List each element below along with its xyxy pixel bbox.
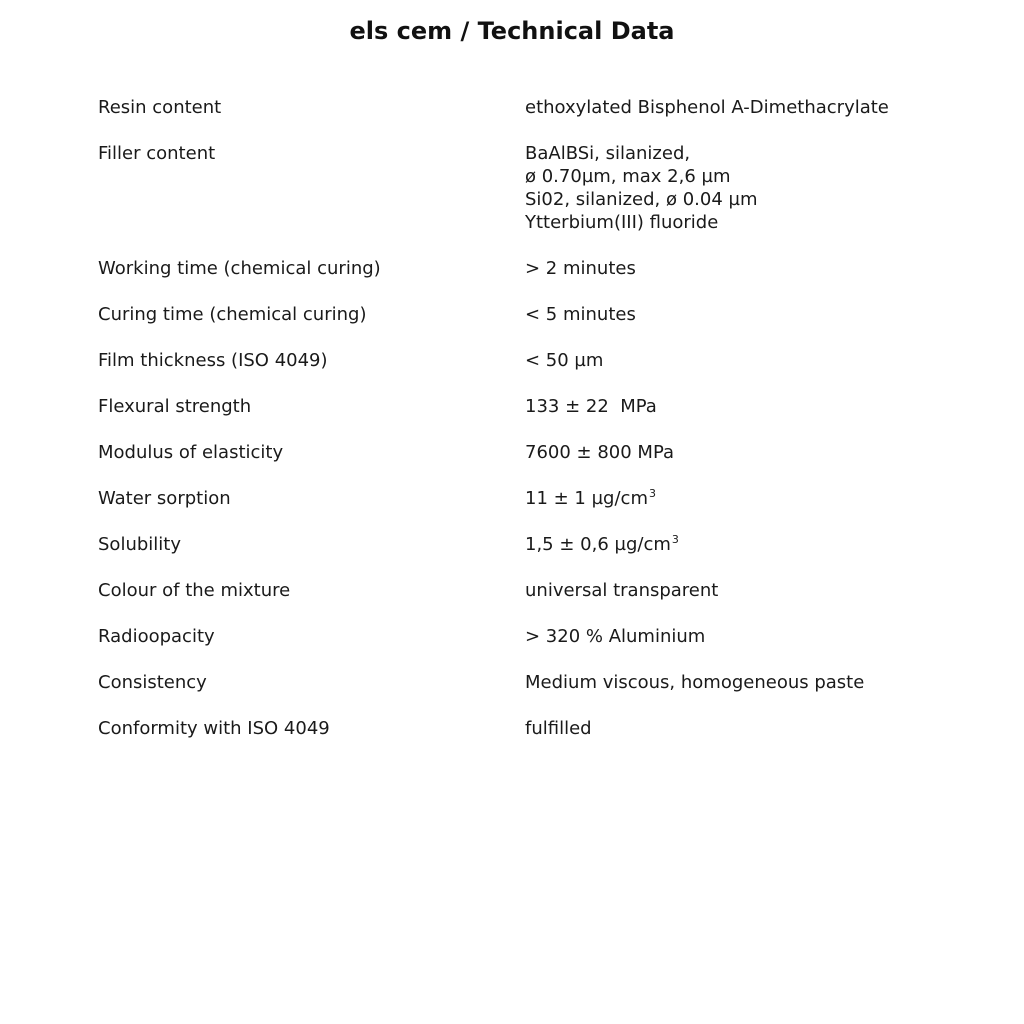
row-value (525, 303, 978, 326)
table-row-colour (98, 579, 978, 602)
value-line: 133 ± 22 MPa (525, 396, 657, 417)
row-value (525, 257, 978, 280)
superscript: 3 (671, 533, 679, 546)
row-label: Solubility (98, 534, 181, 555)
row-value (525, 717, 978, 740)
table-row-consistency (98, 671, 978, 694)
row-value (525, 349, 978, 372)
row-label: Conformity with ISO 4049 (98, 718, 330, 739)
row-value (525, 441, 978, 464)
value-line: BaAlBSi, silanized, (525, 143, 691, 164)
row-value (525, 487, 978, 510)
row-label: Water sorption (98, 488, 231, 509)
row-value (525, 579, 978, 602)
table-row-curing-time (98, 303, 978, 326)
value-line: Medium viscous, homogeneous paste (525, 672, 865, 693)
table-row-working-time (98, 257, 978, 280)
row-label: Radioopacity (98, 626, 215, 647)
row-value (525, 625, 978, 648)
table-row-film-thickness (98, 349, 978, 372)
value-line: 7600 ± 800 MPa (525, 442, 675, 463)
value-line: < 50 µm (525, 350, 604, 371)
value-line: ø 0.70µm, max 2,6 µm (525, 166, 731, 187)
row-value (525, 96, 978, 119)
table-row-solubility (98, 533, 978, 556)
row-label: Working time (chemical curing) (98, 258, 381, 279)
value-line: universal transparent (525, 580, 719, 601)
row-value (525, 395, 978, 418)
value-line: > 2 minutes (525, 258, 636, 279)
value-line: 11 ± 1 µg/cm (525, 488, 648, 509)
row-label: Consistency (98, 672, 207, 693)
row-value (525, 671, 978, 694)
value-line: 1,5 ± 0,6 µg/cm (525, 534, 671, 555)
table-row-resin-content (98, 96, 978, 119)
table-row-filler-content (98, 142, 978, 234)
superscript: 3 (648, 487, 656, 500)
row-label: Film thickness (ISO 4049) (98, 350, 328, 371)
page-title: els cem / Technical Data (349, 17, 675, 45)
value-line: fulfilled (525, 718, 592, 739)
value-line: > 320 % Aluminium (525, 626, 706, 647)
table-row-flexural-strength (98, 395, 978, 418)
row-value (525, 142, 978, 234)
row-label: Resin content (98, 97, 222, 118)
row-value (525, 533, 978, 556)
table-row-water-sorption (98, 487, 978, 510)
value-line: Ytterbium(III) fluoride (525, 212, 719, 233)
row-label: Curing time (chemical curing) (98, 304, 367, 325)
technical-data-table (98, 96, 978, 763)
table-row-modulus-of-elasticity (98, 441, 978, 464)
value-line: < 5 minutes (525, 304, 636, 325)
row-label: Modulus of elasticity (98, 442, 284, 463)
table-row-radioopacity (98, 625, 978, 648)
row-label: Flexural strength (98, 396, 252, 417)
row-label: Filler content (98, 143, 216, 164)
value-line: Si02, silanized, ø 0.04 µm (525, 189, 758, 210)
value-line: ethoxylated Bisphenol A-Dimethacrylate (525, 97, 889, 118)
table-row-conformity (98, 717, 978, 740)
row-label: Colour of the mixture (98, 580, 291, 601)
